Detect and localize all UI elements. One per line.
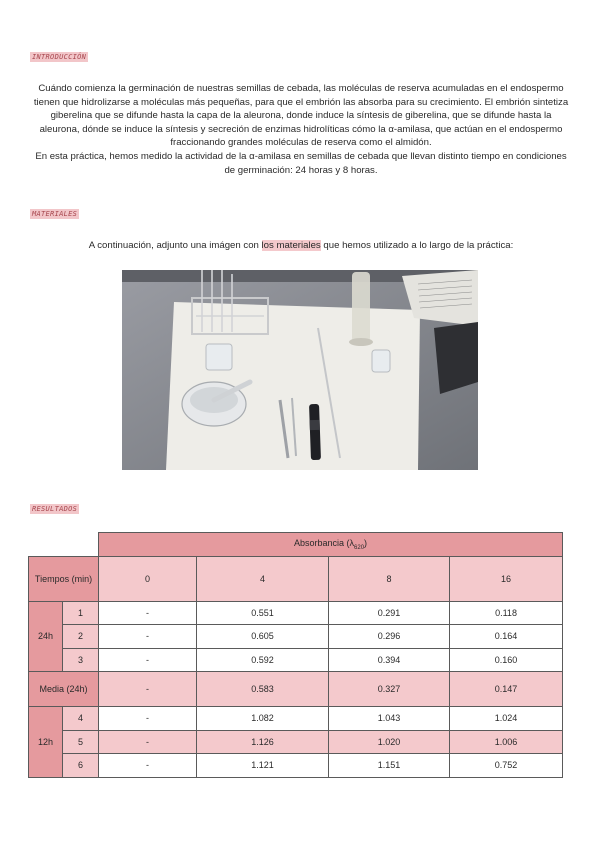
time-column-header: 16: [450, 556, 563, 601]
table-cell: 0.752: [450, 754, 563, 778]
table-cell: -: [99, 707, 197, 731]
table-cell: 0.291: [329, 601, 450, 625]
time-column-header: 4: [197, 556, 329, 601]
table-row: [29, 730, 563, 754]
materials-photo-illustration: [122, 270, 478, 470]
table-cell: 1.126: [197, 730, 329, 754]
table-cell: 0.147: [450, 672, 563, 707]
table-cell: 1.020: [329, 730, 450, 754]
mean-24h-label: Media (24h): [29, 672, 99, 707]
absorbance-close: ): [364, 537, 368, 548]
table-cell: 1.151: [329, 754, 450, 778]
table-row: [29, 648, 563, 672]
time-column-header: 8: [329, 556, 450, 601]
tiempos-header: Tiempos (min): [29, 556, 99, 601]
replicate-number: 1: [63, 601, 99, 625]
table-cell: 0.551: [197, 601, 329, 625]
table-row: [29, 625, 563, 649]
table-cell: -: [99, 754, 197, 778]
intro-heading: INTRODUCCIÓN: [32, 53, 87, 61]
table-row: [29, 533, 563, 557]
table-row: [29, 707, 563, 731]
table-row: [29, 556, 563, 601]
absorbance-header: [99, 533, 563, 557]
replicate-number: 5: [63, 730, 99, 754]
time-column-header: 0: [99, 556, 197, 601]
table-cell: -: [99, 601, 197, 625]
replicate-number: 3: [63, 648, 99, 672]
intro-paragraph-2: En esta práctica, hemos medido la actividad de la α-amilasa en semillas de cebada que llevan distinto tiempo en condiciones de germinación: 24 horas y 8 horas.: [35, 150, 567, 176]
materials-highlight: los materiales: [261, 240, 321, 251]
table-row: [29, 754, 563, 778]
table-cell: -: [99, 625, 197, 649]
absorbance-label: Absorbancia (λ: [294, 537, 355, 548]
table-cell: 0.605: [197, 625, 329, 649]
table-cell: -: [99, 648, 197, 672]
table-cell: 0.394: [329, 648, 450, 672]
table-cell: 0.164: [450, 625, 563, 649]
table-cell: 1.043: [329, 707, 450, 731]
table-cell: 1.006: [450, 730, 563, 754]
materials-text: [30, 239, 572, 253]
table-cell: 1.082: [197, 707, 329, 731]
group-label-24h: 24h: [29, 601, 63, 672]
table-cell: -: [99, 672, 197, 707]
materials-photo: [122, 270, 478, 470]
table-cell: 1.024: [450, 707, 563, 731]
table-cell: -: [99, 730, 197, 754]
replicate-number: 2: [63, 625, 99, 649]
table-cell: 1.121: [197, 754, 329, 778]
results-heading: RESULTADOS: [32, 505, 78, 513]
table-cell: 0.327: [329, 672, 450, 707]
table-cell: 0.118: [450, 601, 563, 625]
materials-heading: MATERIALES: [32, 210, 78, 218]
table-row: [29, 601, 563, 625]
table-cell: 0.592: [197, 648, 329, 672]
results-table: [28, 532, 563, 778]
replicate-number: 4: [63, 707, 99, 731]
table-cell: 0.583: [197, 672, 329, 707]
table-cell: 0.160: [450, 648, 563, 672]
table-corner-blank: [29, 533, 99, 557]
intro-paragraph-1: Cuándo comienza la germinación de nuestras semillas de cebada, las moléculas de reserva acumuladas en el endospermo tienen que hidrolizarse a moléculas más pequeñas, para que el embrión las absorba para su crecimiento. El embrión sintetiza giberelina que se difunde hasta la capa de la aleurona, donde induce la síntesis de giberelina, que se difunde hasta la aleurona, dónde se induce la síntesis y secreción de enzimas hidrolíticas cómo la α-amilasa, que actúan en el endospermo fraccionando grandes moléculas de reserva como el almidón.: [33, 83, 569, 149]
materials-text-before: A continuación, adjunto una imágen con: [88, 240, 262, 251]
group-label-12h: 12h: [29, 707, 63, 778]
replicate-number: 6: [63, 754, 99, 778]
absorbance-subscript: 620: [354, 544, 365, 551]
table-cell: 0.296: [329, 625, 450, 649]
intro-text: [30, 82, 572, 177]
table-row: [29, 672, 563, 707]
materials-text-after: que hemos utilizado a lo largo de la práctica:: [320, 240, 514, 251]
